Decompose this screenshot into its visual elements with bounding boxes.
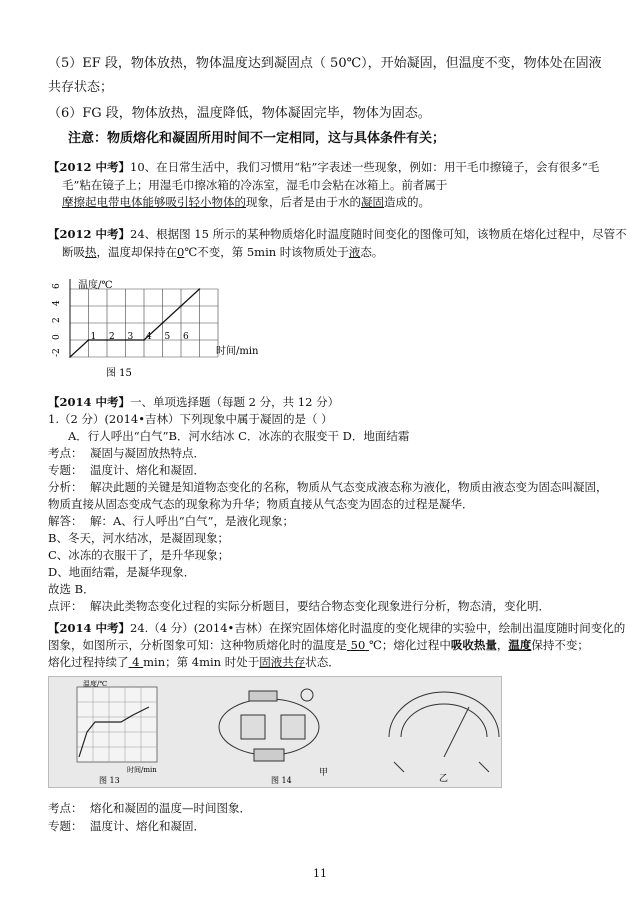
figure-14-caption: 图 14 bbox=[271, 776, 292, 785]
q24-kaodian: 考点： 熔化和凝固的温度—时间图象． bbox=[48, 801, 251, 815]
chart-x-tick-label: 2 bbox=[109, 332, 115, 342]
jieda-row: 解答： 解：A、行人呼出“白气”，是液化现象； bbox=[48, 514, 295, 528]
chart-data-point bbox=[180, 305, 182, 307]
chart-data-point bbox=[143, 339, 145, 341]
figure-14-apparatus bbox=[219, 689, 319, 761]
exam-tag: 【2012 中考】 bbox=[48, 227, 131, 241]
q2014-24-line2: 图象，如图所示，分析图象可知：这种物质熔化时的温度是 50 ℃；熔化过程中吸收热量，温度保持不变； bbox=[48, 638, 589, 652]
jieda-d: D、地面结霜，是凝华现象． bbox=[48, 565, 196, 579]
chart-x-tick-label: 5 bbox=[164, 332, 171, 342]
chart-y-tick-label: -2 bbox=[52, 348, 62, 357]
chart-data-point bbox=[162, 322, 164, 324]
chart-data-point bbox=[69, 356, 71, 358]
chart-data-point bbox=[125, 339, 127, 341]
jieda-c: C、冰冻的衣服干了，是升华现象； bbox=[48, 548, 230, 562]
q2014-1-options: A．行人呼出“白气”B．河水结冰 C．冰冻的衣服变干 D．地面结霜 bbox=[68, 429, 410, 443]
exam-tag: 【2014 中考】 bbox=[48, 621, 131, 635]
zhuanti-row: 专题： 温度计、熔化和凝固． bbox=[48, 463, 205, 477]
q2012-10-line3: 摩擦起电带电体能够吸引轻小物体的现象，后者是由于水的凝固造成的。 bbox=[62, 195, 430, 209]
chart-x-tick-label: 1 bbox=[90, 332, 97, 342]
line-ef-cont: 共存状态； bbox=[48, 80, 114, 95]
chart-data-point bbox=[88, 339, 90, 341]
fenxi-row: 分析： 解决此题的关键是知道物态变化的名称，物质从气态变成液态称为液化，物质由液态变为固态叫凝固， bbox=[48, 480, 608, 494]
q24-zhuanti: 专题： 温度计、熔化和凝固． bbox=[48, 819, 205, 833]
q2014-head: 【2014 中考】一、单项选择题（每题 2 分，共 12 分） bbox=[48, 395, 340, 409]
chart-y-tick-label: 2 bbox=[52, 317, 62, 323]
dianping-row: 点评： 解决此类物态变化过程的实际分析题目，要结合物态变化现象进行分析，物态清，变化明． bbox=[48, 599, 550, 613]
figure-14-jia: 甲 bbox=[319, 768, 329, 778]
q2014-24-line3: 熔化过程持续了 4 min；第 4min 时处于固液共存状态． bbox=[48, 655, 340, 669]
figure-15-chart bbox=[48, 274, 288, 384]
chart-y-tick-label: 6 bbox=[52, 283, 62, 289]
q2014-24-line1: 【2014 中考】24.（4 分）(2014•吉林）在探究固体熔化时温度的变化规律的实验中，绘制出温度随时间变化的 bbox=[48, 621, 626, 635]
figure-13-graph bbox=[77, 679, 157, 785]
kaodian-row: 考点： 凝固与凝固放热特点． bbox=[48, 446, 205, 460]
experiment-figure-photo bbox=[48, 676, 502, 788]
chart-data-point bbox=[199, 288, 201, 290]
q2014-1-question: 1.（2 分）(2014•吉林）下列现象中属于凝固的是（ ） bbox=[48, 412, 333, 426]
line-ef: （5）EF 段，物体放热，物体温度达到凝固点（ 50℃），开始凝固，但温度不变，物体处在固液 bbox=[48, 56, 602, 71]
chart-x-tick-label: 6 bbox=[183, 332, 189, 342]
experiment-figure-drawing bbox=[49, 677, 501, 787]
line-fg: （6）FG 段，物体放热，温度降低，物体凝固完毕，物体为固态。 bbox=[48, 106, 431, 121]
exam-tag: 【2012 中考】 bbox=[48, 160, 131, 174]
chart-x-tick-label: 4 bbox=[146, 332, 152, 342]
jieda-b: B、冬天，河水结冰，是凝固现象； bbox=[48, 531, 229, 545]
svg-text:时间/min: 时间/min bbox=[127, 766, 157, 774]
exam-tag: 【2014 中考】 bbox=[48, 395, 131, 409]
fenxi-row-2: 物质直接从固态变成气态的现象称为升华；物质直接从气态变为固态的过程是凝华． bbox=[48, 497, 474, 511]
chart-ylabel: 温度/℃ bbox=[78, 280, 113, 291]
q2012-24-line2: 断吸热，温度却保持在0℃不变，第 5min 时该物质处于液态。 bbox=[62, 245, 384, 259]
page-number: 11 bbox=[313, 867, 327, 880]
jieda-answer: 故选 B． bbox=[48, 582, 95, 596]
figure-13-caption: 图 13 bbox=[99, 776, 120, 785]
note-line: 注意：物质熔化和凝固所用时间不一定相同，这与具体条件有关； bbox=[68, 131, 446, 146]
chart-x-tick-label: 3 bbox=[127, 332, 134, 342]
chart-caption: 图 15 bbox=[106, 368, 132, 379]
q2012-10-line1: 【2012 中考】10、在日常生活中，我们习惯用“粘”字表述一些现象，例如：用干毛巾擦镜子，会有很多“毛 bbox=[48, 160, 600, 174]
svg-text:温度/℃: 温度/℃ bbox=[83, 680, 108, 688]
chart-y-tick-label: 0 bbox=[52, 334, 62, 340]
chart-data-point bbox=[106, 339, 108, 341]
q2012-10-line2: 毛”粘在镜子上；用湿毛巾擦冰箱的冷冻室，湿毛巾会粘在冰箱上。前者属于 bbox=[62, 178, 448, 192]
q2012-24-line1: 【2012 中考】24、根据图 15 所示的某种物质熔化时温度随时间变化的图像可知，该物质在熔化过程中，尽管不 bbox=[48, 227, 627, 241]
chart-y-tick-label: 4 bbox=[52, 300, 62, 306]
ammeter-dial bbox=[389, 692, 499, 772]
chart-xlabel: 时间/min bbox=[216, 346, 259, 357]
figure-14-yi: 乙 bbox=[439, 774, 449, 784]
